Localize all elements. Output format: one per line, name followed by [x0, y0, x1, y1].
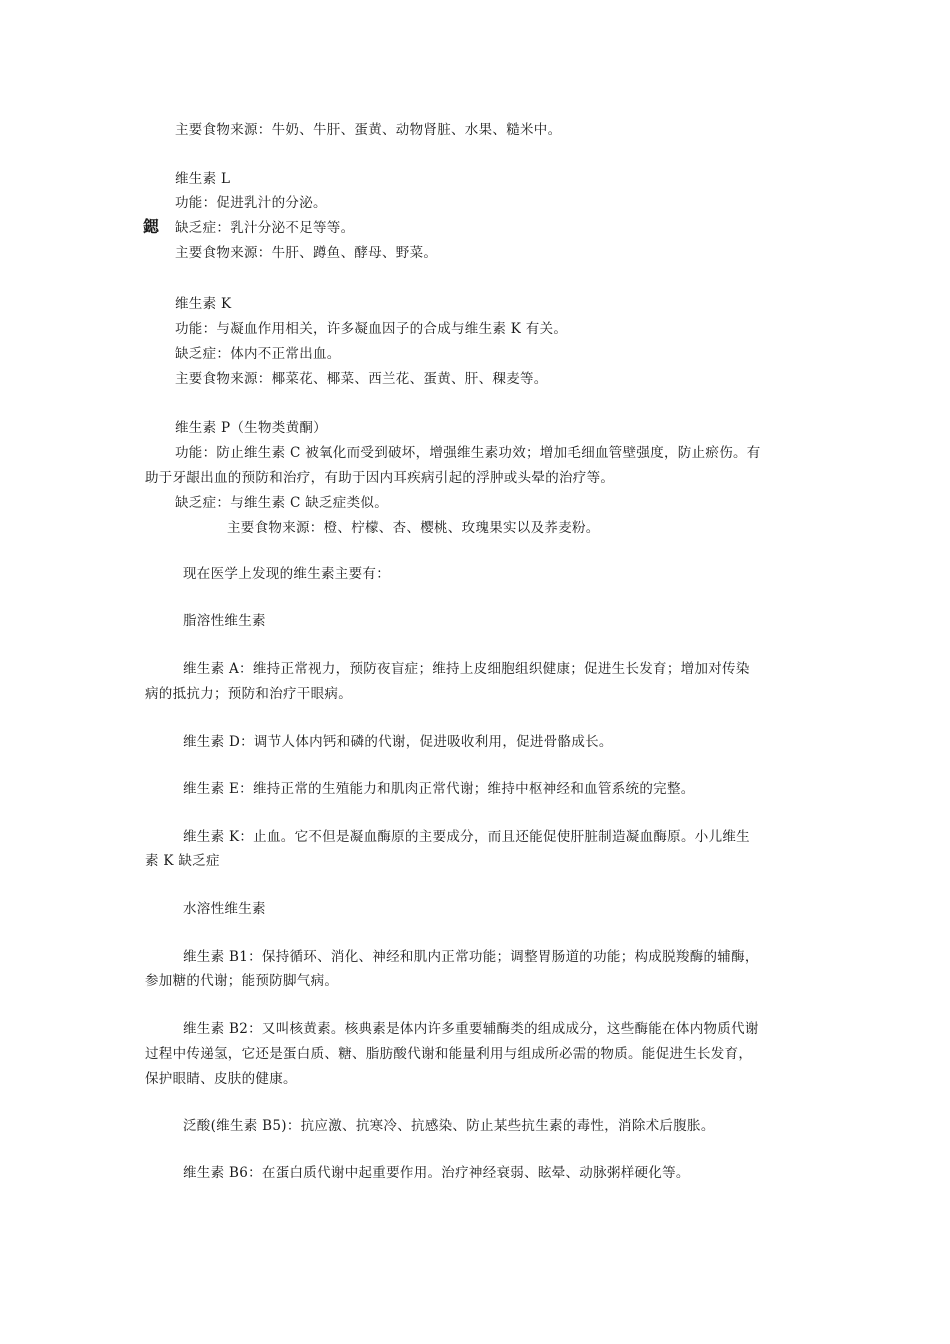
- vitamin-k-summary-line2: 素 K 缺乏症: [145, 853, 220, 869]
- vitamin-l-title: 维生素 L: [175, 171, 231, 187]
- vitamin-a-line1: 维生素 A：维持正常视力，预防夜盲症；维持上皮细胞组织健康；促进生长发育；增加对传染: [183, 661, 750, 677]
- water-soluble-heading: 水溶性维生素: [183, 901, 266, 917]
- prev-sources-line: 主要食物来源：牛奶、牛肝、蛋黄、动物肾脏、水果、糙米中。: [175, 122, 562, 138]
- vitamin-k-deficiency: 缺乏症：体内不正常出血。: [175, 346, 341, 362]
- vitamin-l-deficiency: 缺乏症：乳汁分泌不足等等。: [175, 220, 355, 236]
- vitamin-b1-line1: 维生素 B1：保持循环、消化、神经和肌内正常功能；调整胃肠道的功能；构成脱羧酶的辅酶，: [183, 949, 759, 965]
- vitamin-b5-line: 泛酸(维生素 B5)：抗应激、抗寒冷、抗感染、防止某些抗生素的毒性，消除术后腹胀。: [183, 1118, 715, 1134]
- vitamin-k-summary-line1: 维生素 K：止血。它不但是凝血酶原的主要成分，而且还能促使肝脏制造凝血酶原。小儿维生: [183, 829, 750, 845]
- vitamin-l-function: 功能：促进乳汁的分泌。: [175, 195, 327, 211]
- vitamin-k-title: 维生素 K: [175, 296, 232, 312]
- vitamin-p-function-line2: 助于牙龈出血的预防和治疗，有助于因内耳疾病引起的浮肿或头晕的治疗等。: [145, 470, 615, 486]
- vitamin-l-sources: 主要食物来源：牛肝、蹲鱼、酵母、野菜。: [175, 245, 438, 261]
- vitamin-e-line: 维生素 E：维持正常的生殖能力和肌肉正常代谢；维持中枢神经和血管系统的完整。: [183, 781, 695, 797]
- vitamin-k-function: 功能：与凝血作用相关，许多凝血因子的合成与维生素 K 有关。: [175, 321, 568, 337]
- vitamin-b1-line2: 参加糖的代谢；能预防脚气病。: [145, 973, 339, 989]
- summary-intro: 现在医学上发现的维生素主要有：: [183, 566, 390, 582]
- vitamin-p-title: 维生素 P（生物类黄酮）: [175, 420, 327, 436]
- vitamin-p-sources: 主要食物来源：橙、柠檬、杏、樱桃、玫瑰果实以及荞麦粉。: [227, 520, 600, 536]
- vitamin-b2-line3: 保护眼睛、皮肤的健康。: [145, 1071, 297, 1087]
- vitamin-b2-line1: 维生素 B2：又叫核黄素。核典素是体内许多重要辅酶类的组成成分，这些酶能在体内物质代谢: [183, 1021, 759, 1037]
- vitamin-k-sources: 主要食物来源：椰菜花、椰菜、西兰花、蛋黄、肝、稞麦等。: [175, 371, 548, 387]
- fat-soluble-heading: 脂溶性维生素: [183, 613, 266, 629]
- vitamin-b2-line2: 过程中传递氢，它还是蛋白质、糖、脂肪酸代谢和能量利用与组成所必需的物质。能促进生长发育，: [145, 1046, 753, 1062]
- vitamin-p-function-line1: 功能：防止维生素 C 被氧化而受到破坏，增强维生素功效；增加毛细血管壁强度，防止瘀伤。有: [175, 445, 761, 461]
- vitamin-d-line: 维生素 D：调节人体内钙和磷的代谢，促进吸收利用，促进骨骼成长。: [183, 734, 613, 750]
- vitamin-b6-line: 维生素 B6：在蛋白质代谢中起重要作用。治疗神经衰弱、眩晕、动脉粥样硬化等。: [183, 1165, 690, 1181]
- vitamin-a-line2: 病的抵抗力；预防和治疗干眼病。: [145, 686, 352, 702]
- vitamin-p-deficiency: 缺乏症：与维生素 C 缺乏症类似。: [175, 495, 389, 511]
- stray-glyph: 鍶: [143, 217, 160, 236]
